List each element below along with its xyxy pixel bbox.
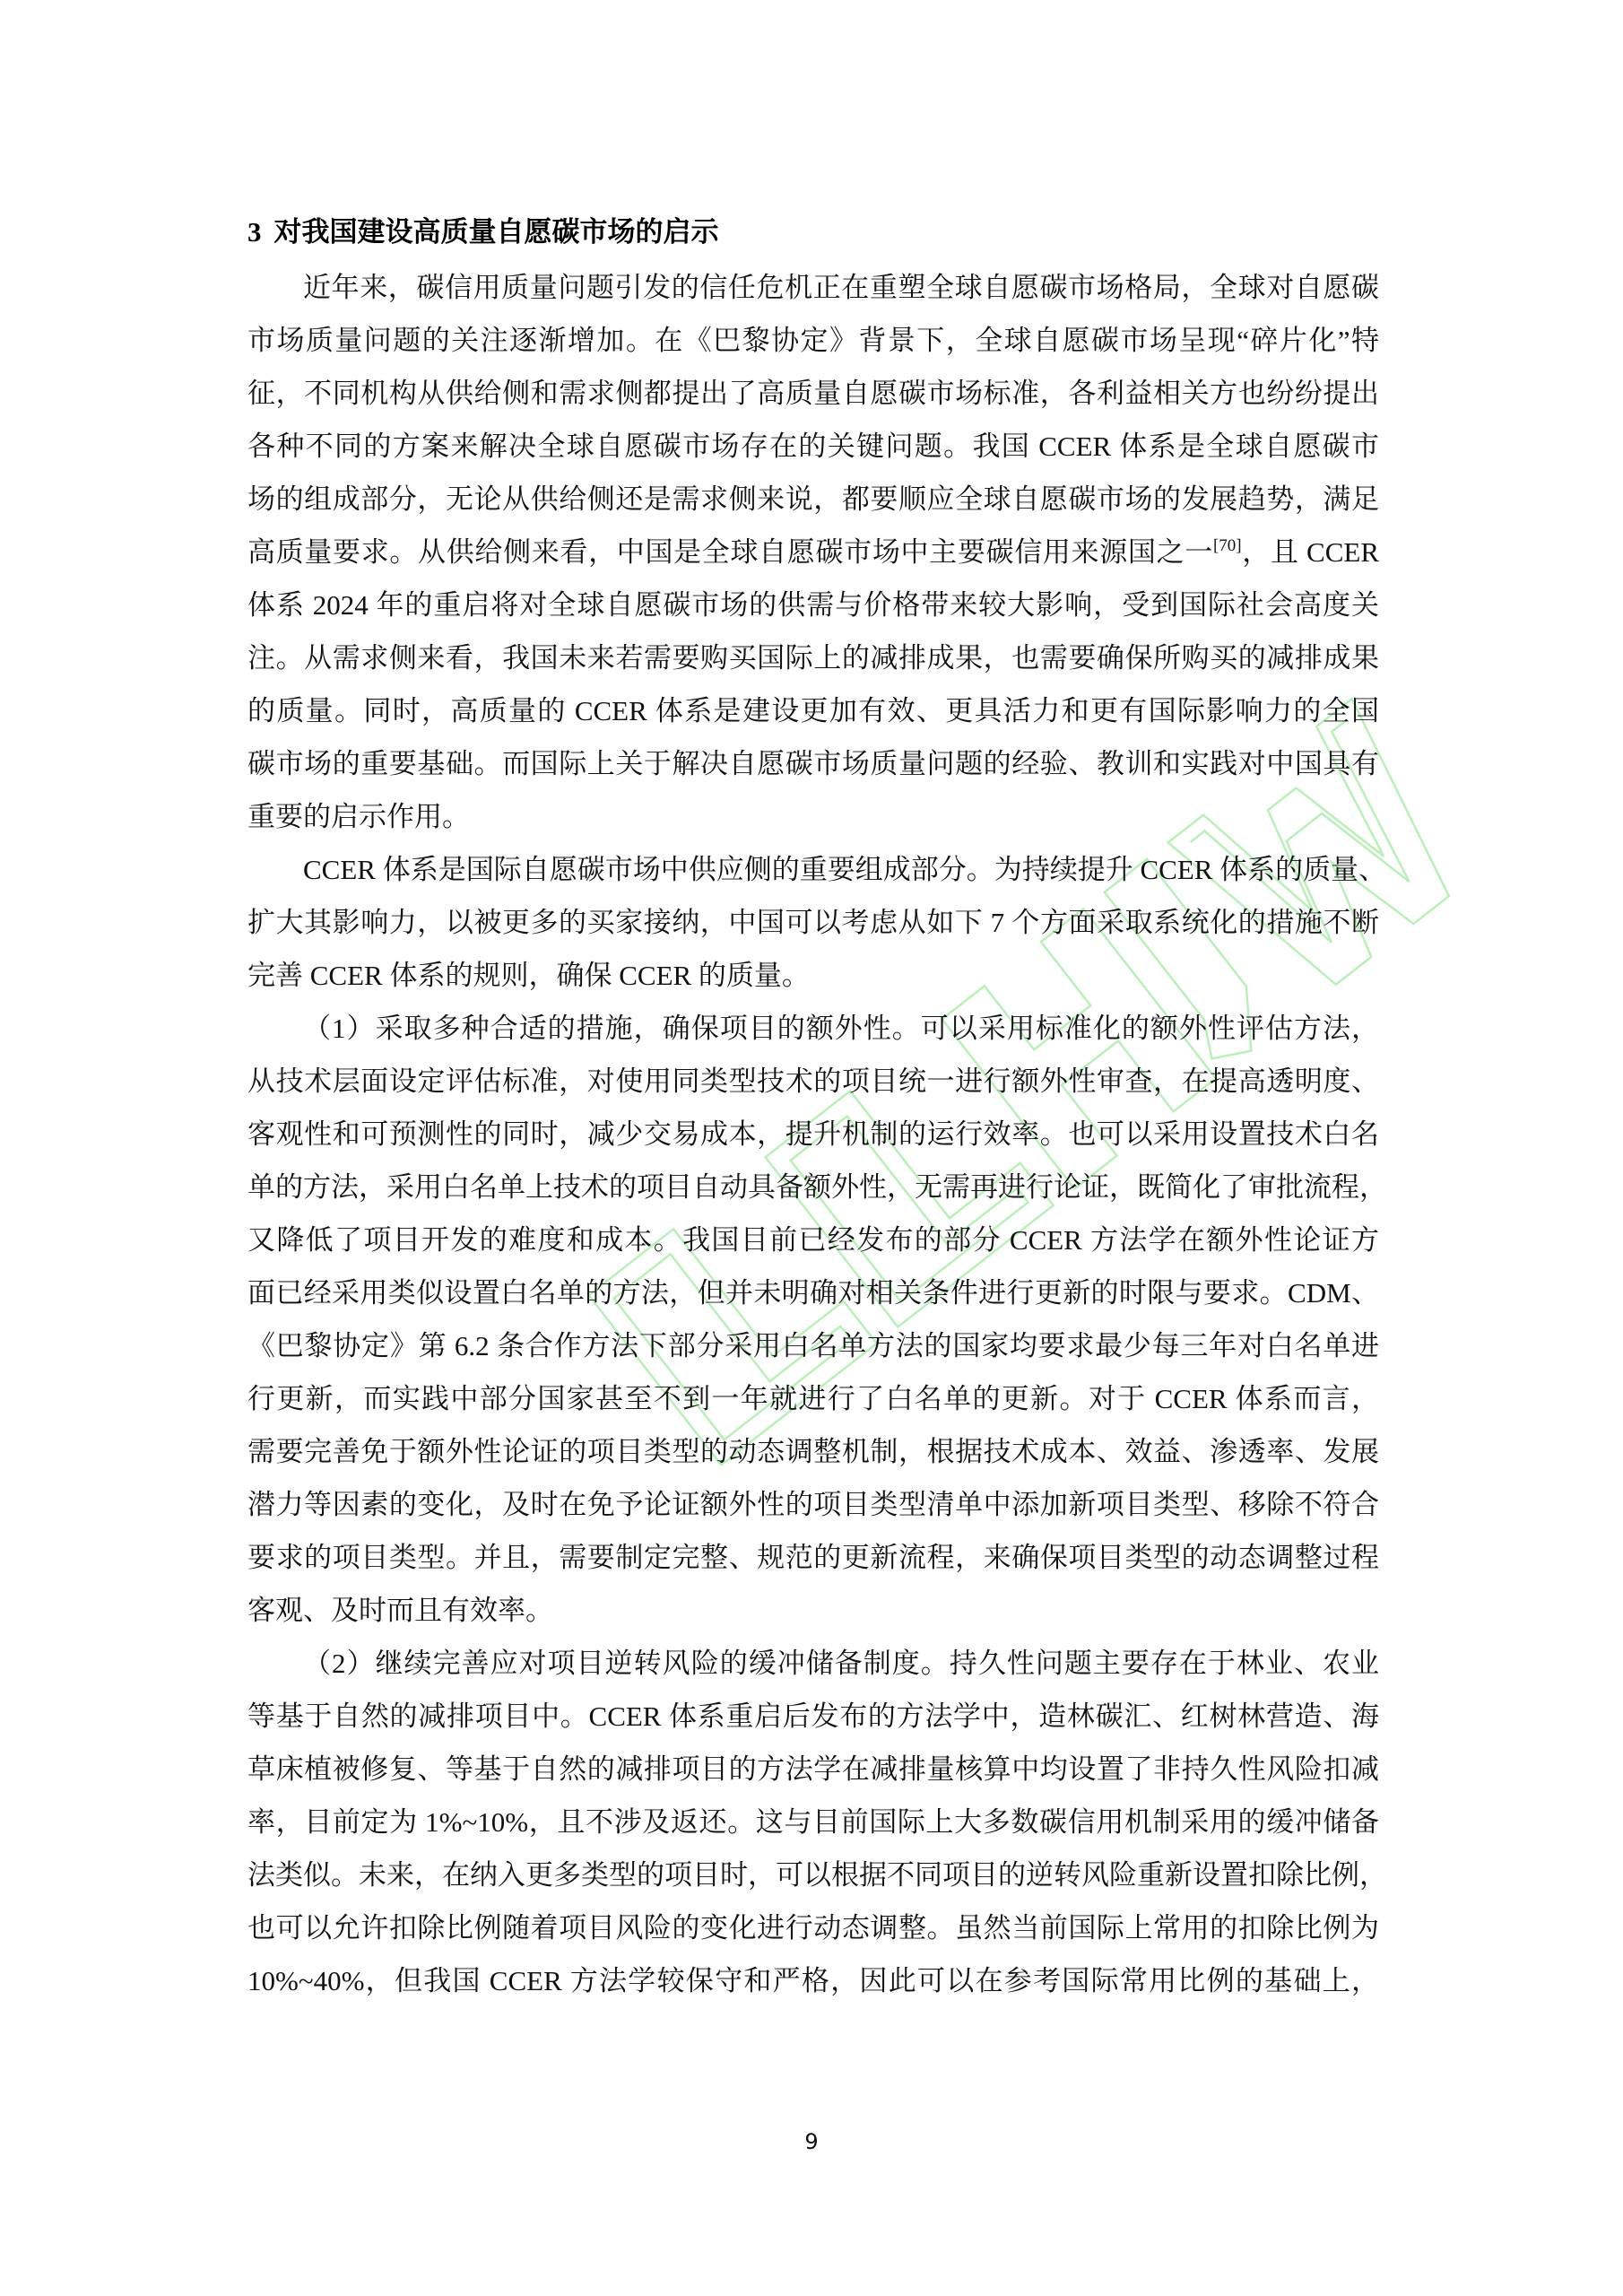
text-line: 重要的启示作用。 bbox=[247, 801, 470, 832]
text-line: 法类似。未来，在纳入更多类型的项目时，可以根据不同项目的逆转风险重新设置扣除比例， bbox=[247, 1859, 1387, 1891]
section-heading bbox=[247, 206, 719, 258]
text-line: （1）采取多种合适的措施，确保项目的额外性。可以采用标准化的额外性评估方法， bbox=[303, 1013, 1379, 1044]
text-line: 完善 CCER 体系的规则，确保 CCER 的质量。 bbox=[247, 960, 810, 991]
line-tail: ，且 CCER bbox=[1241, 536, 1380, 568]
text-line: 体系 2024 年的重启将对全球自愿碳市场的供需与价格带来较大影响，受到国际社会高度关 bbox=[247, 589, 1379, 621]
text-line: 客观、及时而且有效率。 bbox=[247, 1595, 553, 1626]
text-line: 需要完善免于额外性论证的项目类型的动态调整机制，根据技术成本、效益、渗透率、发展 bbox=[247, 1436, 1379, 1467]
text-line: 从技术层面设定评估标准，对使用同类型技术的项目统一进行额外性审查，在提高透明度、 bbox=[247, 1065, 1379, 1097]
section-number: 3 bbox=[247, 216, 262, 248]
text-line: 行更新，而实践中部分国家甚至不到一年就进行了白名单的更新。对于 CCER 体系而言， bbox=[247, 1383, 1379, 1414]
text-line: 率，目前定为 1%~10%，且不涉及返还。这与目前国际上大多数碳信用机制采用的缓冲储备 bbox=[247, 1806, 1379, 1838]
text-line: 各种不同的方案来解决全球自愿碳市场存在的关键问题。我国 CCER 体系是全球自愿碳市 bbox=[247, 430, 1379, 462]
text-line: 扩大其影响力，以被更多的买家接纳，中国可以考虑从如下 7 个方面采取系统化的措施不断 bbox=[247, 907, 1379, 938]
text-line: 市场质量问题的关注逐渐增加。在《巴黎协定》背景下，全球自愿碳市场呈现“碎片化”特 bbox=[247, 325, 1379, 356]
text-line-with-citation bbox=[247, 526, 1379, 579]
text-line: 潜力等因素的变化，及时在免予论证额外性的项目类型清单中添加新项目类型、移除不符合 bbox=[247, 1489, 1379, 1520]
text-line: 单的方法，采用白名单上技术的项目自动具备额外性，无需再进行论证，既简化了审批流程， bbox=[247, 1171, 1387, 1203]
line-text: 高质量要求。从供给侧来看，中国是全球自愿碳市场中主要碳信用来源国之一 bbox=[247, 536, 1213, 568]
text-line: 《巴黎协定》第 6.2 条合作方法下部分采用白名单方法的国家均要求最少每三年对白名单进 bbox=[247, 1330, 1379, 1361]
text-line: 碳市场的重要基础。而国际上关于解决自愿碳市场质量问题的经验、教训和实践对中国具有 bbox=[247, 748, 1379, 779]
page-number: 9 bbox=[804, 2129, 819, 2154]
text-line: 要求的项目类型。并且，需要制定完整、规范的更新流程，来确保项目类型的动态调整过程 bbox=[247, 1542, 1379, 1573]
text-line: 客观性和可预测性的同时，减少交易成本，提升机制的运行效率。也可以采用设置技术白名 bbox=[247, 1118, 1379, 1150]
text-line: 近年来，碳信用质量问题引发的信任危机正在重塑全球自愿碳市场格局，全球对自愿碳 bbox=[303, 272, 1379, 303]
text-line: 草床植被修复、等基于自然的减排项目的方法学在减排量核算中均设置了非持久性风险扣减 bbox=[247, 1753, 1379, 1785]
text-line: 的质量。同时，高质量的 CCER 体系是建设更加有效、更具活力和更有国际影响力的全国 bbox=[247, 695, 1379, 726]
text-line: 征，不同机构从供给侧和需求侧都提出了高质量自愿碳市场标准，各利益相关方也纷纷提出 bbox=[247, 378, 1379, 409]
text-line: 面已经采用类似设置白名单的方法，但并未明确对相关条件进行更新的时限与要求。CDM、 bbox=[247, 1277, 1379, 1309]
text-line: 注。从需求侧来看，我国未来若需要购买国际上的减排成果，也需要确保所购买的减排成果 bbox=[247, 642, 1379, 674]
text-line: （2）继续完善应对项目逆转风险的缓冲储备制度。持久性问题主要存在于林业、农业 bbox=[303, 1648, 1379, 1679]
citation-ref[interactable]: [70] bbox=[1212, 536, 1242, 555]
text-line: CCER 体系是国际自愿碳市场中供应侧的重要组成部分。为持续提升 CCER 体系的质量、 bbox=[303, 854, 1387, 885]
text-line: 也可以允许扣除比例随着项目风险的变化进行动态调整。虽然当前国际上常用的扣除比例为 bbox=[247, 1912, 1379, 1944]
text-line: 10%~40%，但我国 CCER 方法学较保守和严格，因此可以在参考国际常用比例的基础上， bbox=[247, 1965, 1379, 1996]
text-line: 场的组成部分，无论从供给侧还是需求侧来说，都要顺应全球自愿碳市场的发展趋势，满足 bbox=[247, 483, 1379, 515]
text-line: 等基于自然的减排项目中。CCER 体系重启后发布的方法学中，造林碳汇、红树林营造、海 bbox=[247, 1700, 1379, 1732]
text-line: 又降低了项目开发的难度和成本。我国目前已经发布的部分 CCER 方法学在额外性论证方 bbox=[247, 1224, 1379, 1256]
section-title: 对我国建设高质量自愿碳市场的启示 bbox=[273, 216, 719, 248]
